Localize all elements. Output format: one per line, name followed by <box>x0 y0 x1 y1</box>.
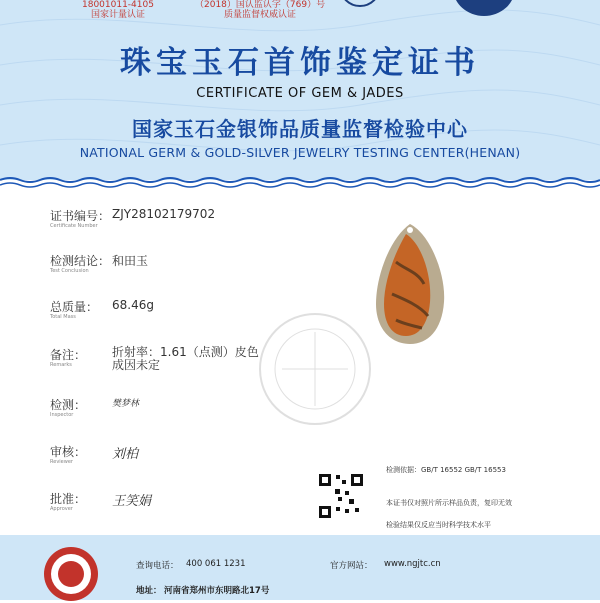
testing-center-name: 国家玉石金银饰品质量监督检验中心 <box>132 117 468 141</box>
address-label: 地址： <box>136 586 162 596</box>
header-border <box>0 176 600 190</box>
address-value: 河南省郑州市东明路北17号 <box>164 586 270 596</box>
center-seal-icon <box>338 0 382 12</box>
watermark-seal-icon <box>252 292 378 446</box>
metrology-cert: 18001011-4105 国家计量认证 <box>82 0 154 20</box>
result-note: 检验结果仅反应当时科学技术水平 <box>386 521 491 529</box>
jade-photo <box>372 220 450 348</box>
website-label: 官方网站： <box>330 561 373 571</box>
testing-center-name-en: NATIONAL GERM & GOLD-SILVER JEWELRY TESTING CENTER(HENAN) <box>79 145 521 160</box>
qr-code-icon <box>318 473 364 519</box>
certificate-title: 珠宝玉石首饰鉴定证书 <box>120 45 480 81</box>
phone-number: 400 061 1231 <box>186 559 246 569</box>
phone-label: 查询电话： <box>136 561 179 571</box>
authority-cert: （2018）国认监认字（769）号 质量监督权威认证 <box>195 0 326 20</box>
copy-note: 本证书仅对照片所示样品负责，复印无效 <box>386 499 512 507</box>
certificate-subtitle: CERTIFICATE OF GEM & JADES <box>196 86 404 101</box>
test-basis: 检测依据：GB/T 16552 GB/T 16553 <box>386 466 506 474</box>
website-value: www.ngjtc.cn <box>384 559 441 569</box>
